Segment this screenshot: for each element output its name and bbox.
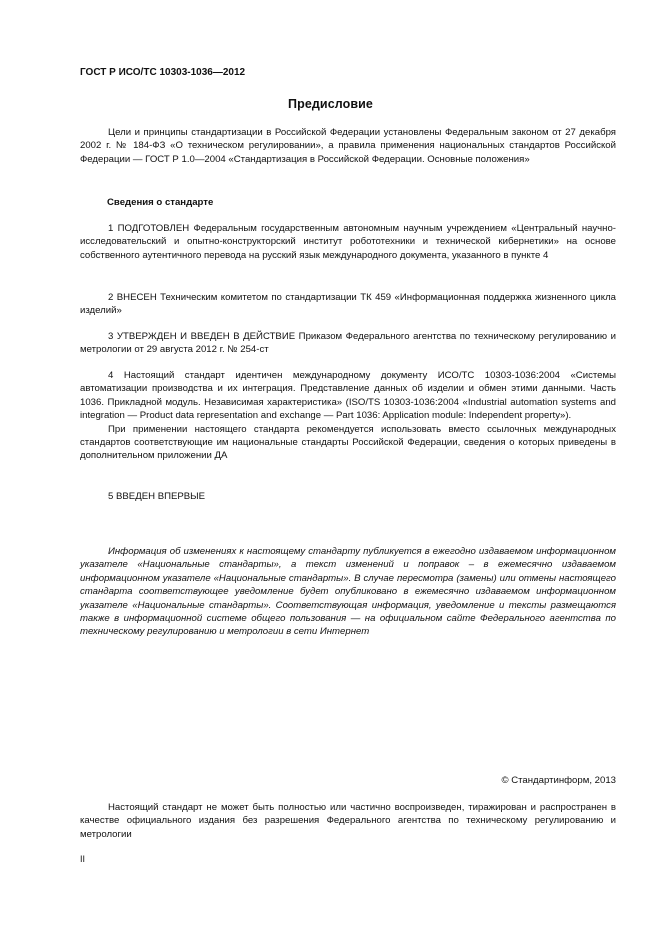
footer-note-block (80, 801, 616, 841)
page-number: II (80, 854, 86, 864)
section-heading: Сведения о стандарте (107, 197, 214, 208)
item-4-block (80, 369, 616, 463)
item-1-block (80, 222, 616, 262)
item-2-paragraph: 2 ВНЕСЕН Техническим комитетом по стандартизации ТК 459 «Информационная поддержка жизненного цикла изделий» (80, 292, 616, 317)
notice-block (80, 545, 616, 639)
item-4-paragraph: 4 Настоящий стандарт идентичен международному документу ИСО/ТС 10303-1036:2004 «Системы автоматизации производства и их интеграция. Представление данных об изделии и обмен этими данными. Часть 1036. Прикладной модуль. Независимая характеристика» (ISO/TS 10303-1036:2004 «Industrial automation systems and integration — Product data representation and exchange — Part 1036: Application module: Independent property»). (80, 370, 616, 422)
notice-paragraph: Информация об изменениях к настоящему стандарту публикуется в ежегодно издаваемом информационном указателе «Национальные стандарты», а текст изменений и поправок – в ежемесячно издаваемом информационном указателе «Национальные стандарты». В случае пересмотра (замены) или отмены настоящего стандарта соответствующее уведомление будет опубликовано в ежемесячно издаваемом информационном указателе «Национальные стандарты». Соответствующая информация, уведомление и тексты размещаются также в информационной системе общего пользования — на официальном сайте Федерального агентства по техническому регулированию и метрологии в сети Интернет (80, 546, 616, 638)
item-2-block (80, 291, 616, 318)
intro-paragraph: Цели и принципы стандартизации в Российской Федерации установлены Федеральным законом от 27 декабря 2002 г. № 184-ФЗ «О техническом регулировании», а правила применения национальных стандартов Российской Федерации — ГОСТ Р 1.0—2004 «Стандартизация в Российской Федерации. Основные положения» (80, 127, 616, 165)
item-3-paragraph: 3 УТВЕРЖДЕН И ВВЕДЕН В ДЕЙСТВИЕ Приказом Федерального агентства по техническому регулированию и метрологии от 29 августа 2012 г. № 254-ст (80, 331, 616, 356)
footer-note-paragraph: Настоящий стандарт не может быть полностью или частично воспроизведен, тиражирован и распространен в качестве официального издания без разрешения Федерального агентства по техническому регулированию и метрологии (80, 802, 616, 840)
item-4-note-paragraph: При применении настоящего стандарта рекомендуется использовать вместо ссылочных международных стандартов соответствующие им национальные стандарты Российской Федерации, сведения о которых приведены в дополнительном приложении ДА (80, 423, 616, 462)
item-3-block (80, 330, 616, 357)
page-title: Предисловие (288, 97, 373, 111)
document-code-header: ГОСТ Р ИСО/ТС 10303-1036—2012 (80, 67, 246, 78)
copyright-line: © Стандартинформ, 2013 (501, 775, 616, 786)
item-5-paragraph: 5 ВВЕДЕН ВПЕРВЫЕ (108, 491, 206, 502)
item-1-paragraph: 1 ПОДГОТОВЛЕН Федеральным государственным автономным научным учреждением «Центральный научно-исследовательский и опытно-конструкторский институт робототехники и технической кибернетики» на основе собственного аутентичного перевода на русский язык международного документа, указанного в пункте 4 (80, 223, 616, 261)
intro-block (80, 126, 616, 166)
item-5-block (80, 490, 616, 503)
